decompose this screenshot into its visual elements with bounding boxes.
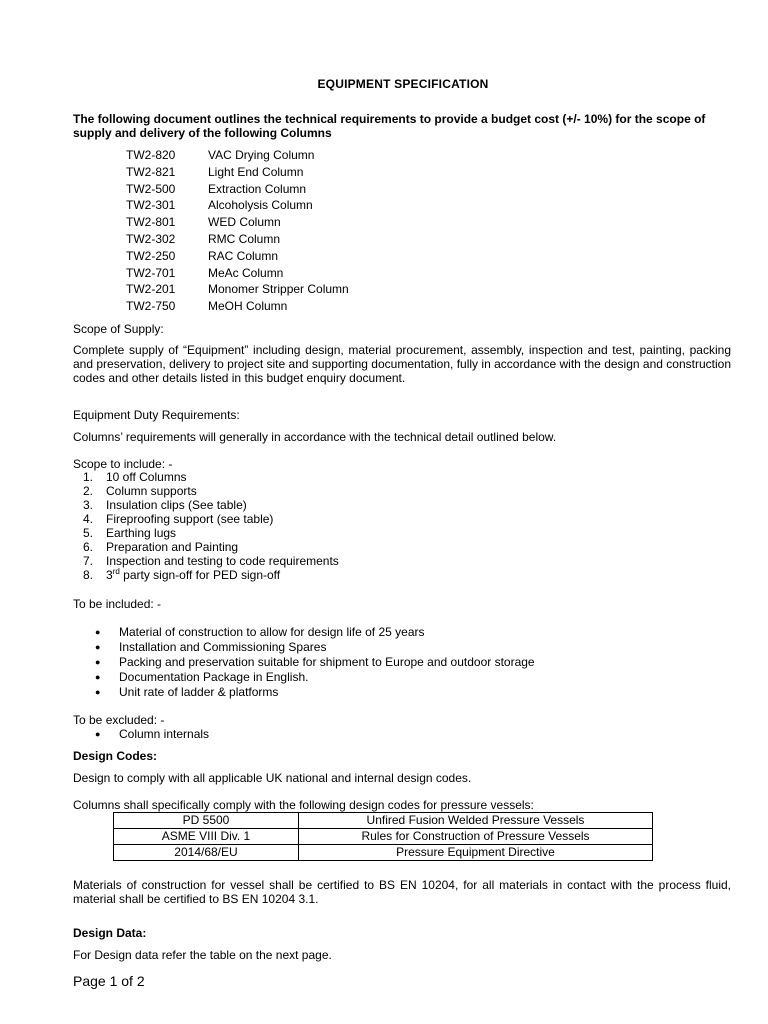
bullet-icon: ● [95, 627, 101, 637]
column-tag: TW2-302 [126, 231, 176, 246]
table-cell-desc: Rules for Construction of Pressure Vessels [299, 829, 653, 845]
column-tag: TW2-301 [126, 198, 176, 213]
bullet-icon: ● [95, 642, 101, 652]
table-cell-desc: Unfired Fusion Welded Pressure Vessels [299, 813, 653, 829]
list-item [73, 685, 535, 700]
list-item [73, 568, 339, 582]
list-item [73, 470, 339, 484]
column-name: Alcoholysis Column [208, 198, 313, 213]
document-title: EQUIPMENT SPECIFICATION [317, 77, 489, 91]
column-name: Monomer Stripper Column [208, 282, 349, 297]
column-tag: TW2-250 [126, 248, 176, 263]
table-row [114, 829, 653, 845]
list-text: Insulation clips (See table) [106, 498, 247, 512]
column-tag: TW2-500 [126, 181, 176, 196]
list-item [73, 540, 339, 554]
column-item [126, 197, 349, 214]
list-number: 7. [82, 554, 93, 568]
list-number: 8. [82, 568, 93, 582]
column-name: RAC Column [208, 248, 279, 263]
list-text: Column internals [119, 727, 210, 741]
list-item [73, 554, 339, 568]
column-item [126, 181, 349, 198]
list-text: 10 off Columns [106, 470, 187, 484]
list-item [73, 484, 339, 498]
materials-text: Materials of construction for vessel shall be certified to BS EN 10204, for all materials in contact with the process fluid, material shall be certified to BS EN 10204 3.1. [73, 878, 731, 906]
design-codes-heading: Design Codes: [73, 749, 158, 763]
column-tag: TW2-750 [126, 299, 176, 314]
table-row [114, 845, 653, 861]
list-item [73, 655, 535, 670]
list-item [73, 526, 339, 540]
column-item [126, 214, 349, 231]
column-item [126, 281, 349, 298]
column-name: WED Column [208, 215, 281, 230]
list-text: Documentation Package in English. [119, 670, 309, 684]
column-item [126, 231, 349, 248]
column-item [126, 147, 349, 164]
table-cell-desc: Pressure Equipment Directive [299, 845, 653, 861]
bullet-icon: ● [95, 672, 101, 682]
column-item [126, 298, 349, 315]
list-item [73, 625, 535, 640]
list-text-pre: 3 [106, 568, 113, 582]
list-text: Unit rate of ladder & platforms [119, 685, 279, 699]
bullet-icon: ● [95, 657, 101, 667]
list-item [73, 670, 535, 685]
list-item [73, 640, 535, 655]
table-cell-code: 2014/68/EU [114, 845, 299, 861]
design-data-heading: Design Data: [73, 926, 147, 940]
design-codes-table [113, 812, 653, 861]
excluded-list [73, 727, 209, 742]
page-number: Page 1 of 2 [73, 973, 145, 989]
intro-paragraph: The following document outlines the technical requirements to provide a budget cost (+/- 10%) for the scope of supply and delivery of the following Columns [73, 112, 706, 140]
column-name: RMC Column [208, 231, 281, 246]
list-text-post: party sign-off for PED sign-off [119, 568, 281, 582]
scope-supply-heading: Scope of Supply: [73, 322, 164, 336]
list-number: 1. [82, 470, 93, 484]
list-number: 5. [82, 526, 93, 540]
bullet-icon: ● [95, 729, 101, 739]
excluded-heading: To be excluded: - [73, 713, 165, 727]
list-text [106, 568, 280, 582]
duty-text: Columns’ requirements will generally in accordance with the technical detail outlined below. [73, 430, 557, 444]
column-name: Extraction Column [208, 181, 307, 196]
column-name: MeAc Column [208, 265, 284, 280]
column-item [126, 248, 349, 265]
design-codes-text: Design to comply with all applicable UK national and internal design codes. [73, 771, 472, 785]
list-text: Material of construction to allow for design life of 25 years [119, 625, 425, 639]
pressure-vessels-text: Columns shall specifically comply with the following design codes for pressure vessels: [73, 798, 534, 812]
duty-heading: Equipment Duty Requirements: [73, 408, 240, 422]
list-text: Packing and preservation suitable for shipment to Europe and outdoor storage [119, 655, 535, 669]
included-heading: To be included: - [73, 597, 162, 611]
column-name: Light End Column [208, 164, 304, 179]
column-name: MeOH Column [208, 299, 288, 314]
scope-include-list [73, 470, 339, 582]
list-item [73, 512, 339, 526]
column-tag: TW2-201 [126, 282, 176, 297]
bullet-icon: ● [95, 687, 101, 697]
list-item [73, 498, 339, 512]
scope-include-heading: Scope to include: - [73, 457, 173, 471]
list-number: 4. [82, 512, 93, 526]
column-tag: TW2-820 [126, 148, 176, 162]
list-text: Fireproofing support (see table) [106, 512, 274, 526]
list-item [73, 727, 209, 742]
table-cell-code: ASME VIII Div. 1 [114, 829, 299, 845]
table-row [114, 813, 653, 829]
columns-list [126, 147, 349, 315]
column-tag: TW2-701 [126, 265, 176, 280]
column-name: VAC Drying Column [208, 148, 315, 162]
scope-supply-text: Complete supply of “Equipment” including design, material procurement, assembly, inspection and test, painting, packing and preservation, delivery to project site and supporting documentation, fully in accordance with the design and construction codes and other details listed in this budget enquiry document. [73, 343, 731, 385]
list-text: Earthing lugs [106, 526, 177, 540]
column-tag: TW2-821 [126, 164, 176, 179]
included-list [73, 625, 535, 700]
list-text: Inspection and testing to code requirements [106, 554, 339, 568]
column-tag: TW2-801 [126, 215, 176, 230]
list-number: 6. [82, 540, 93, 554]
list-text: Column supports [106, 484, 197, 498]
list-text-sup: rd [112, 567, 120, 576]
list-number: 3. [82, 498, 93, 512]
list-number: 2. [82, 484, 93, 498]
column-item [126, 265, 349, 282]
list-text: Installation and Commissioning Spares [119, 640, 327, 654]
column-item [126, 164, 349, 181]
table-cell-code: PD 5500 [114, 813, 299, 829]
list-text: Preparation and Painting [106, 540, 239, 554]
design-data-text: For Design data refer the table on the next page. [73, 948, 332, 962]
